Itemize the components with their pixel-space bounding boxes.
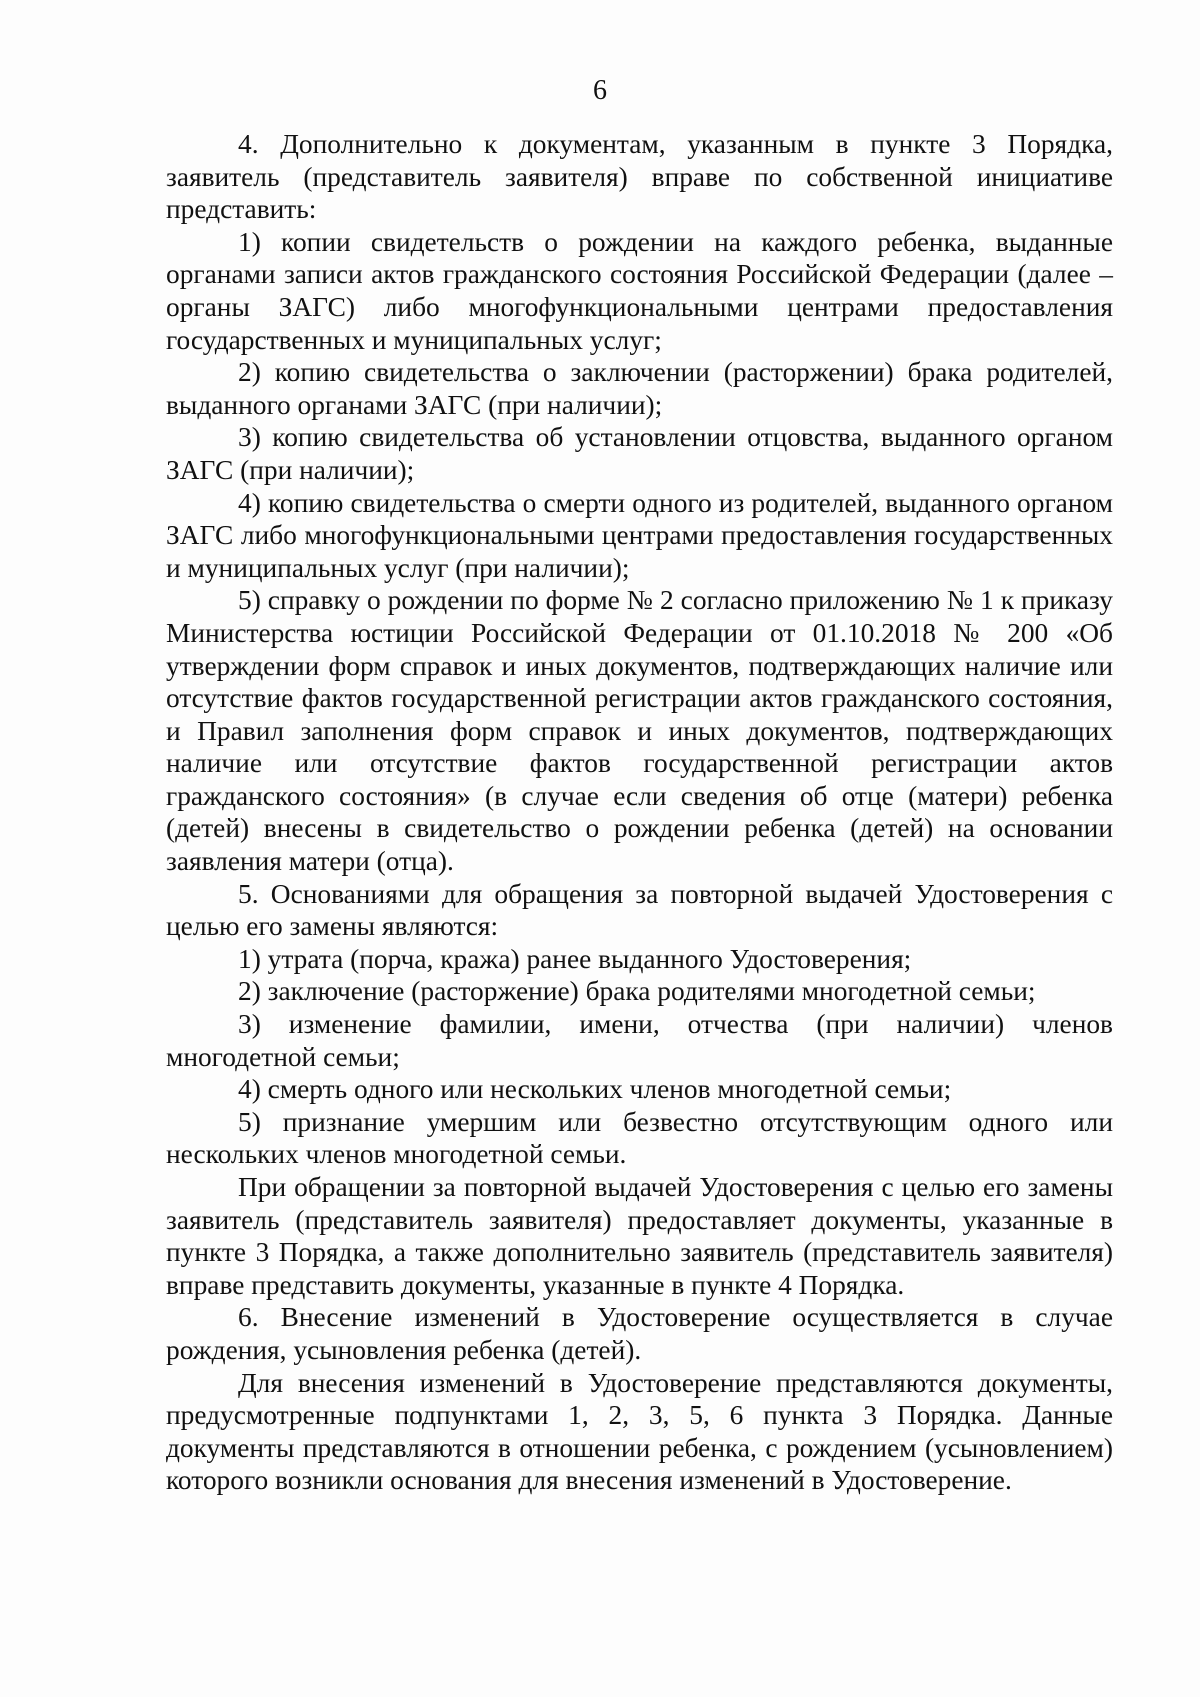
paragraph-4-item-2: 2) копию свидетельства о заключении (расторжении) брака родителей, выданного органами ЗАГС (при наличии);	[166, 357, 1113, 420]
paragraph-6-documents: Для внесения изменений в Удостоверение представляются документы, предусмотренные подпунктами 1, 2, 3, 5, 6 пункта 3 Порядка. Данные документы представляются в отношении ребенка, с рождением (усыновлением) которого возникли основания для внесения изменений в Удостоверение.	[166, 1367, 1113, 1496]
page-number: 6	[593, 75, 607, 106]
paragraph-5-item-4: 4) смерть одного или нескольких членов многодетной семьи;	[238, 1074, 952, 1105]
paragraph-4-item-1: 1) копии свидетельств о рождении на каждого ребенка, выданные органами записи актов гражданского состояния Российской Федерации (далее – органы ЗАГС) либо многофункциональными центрами предоставления государственных и муниципальных услуг;	[166, 226, 1113, 355]
paragraph-5-item-2: 2) заключение (расторжение) брака родителями многодетной семьи;	[238, 976, 1036, 1007]
paragraph-4-item-5: 5) справку о рождении по форме № 2 согласно приложению № 1 к приказу Министерства юстиции Российской Федерации от 01.10.2018 № 200 «Об утверждении форм справок и иных документов, подтверждающих наличие или отсутствие фактов государственной регистрации актов гражданского состояния, и Правил заполнения форм справок и иных документов, подтверждающих наличие или отсутствие фактов государственной регистрации актов гражданского состояния» (в случае если сведения об отце (матери) ребенка (детей) внесены в свидетельство о рождении ребенка (детей) на основании заявления матери (отца).	[166, 585, 1113, 877]
paragraph-6-intro: 6. Внесение изменений в Удостоверение осуществляется в случае рождения, усыновления ребенка (детей).	[166, 1302, 1113, 1365]
paragraph-5-intro: 5. Основаниями для обращения за повторной выдачей Удостоверения с целью его замены являются:	[166, 878, 1113, 942]
paragraph-4-intro: 4. Дополнительно к документам, указанным в пункте 3 Порядка, заявитель (представитель заявителя) вправе по собственной инициативе представить:	[166, 129, 1113, 225]
paragraph-5-item-3: 3) изменение фамилии, имени, отчества (при наличии) членов многодетной семьи;	[166, 1009, 1113, 1072]
paragraph-4-item-4: 4) копию свидетельства о смерти одного из родителей, выданного органом ЗАГС либо многофункциональными центрами предоставления государственных и муниципальных услуг (при наличии);	[166, 487, 1113, 583]
paragraph-5-item-1: 1) утрата (порча, кража) ранее выданного Удостоверения;	[238, 943, 912, 974]
document-body	[166, 128, 1113, 1497]
paragraph-5-reissue: При обращении за повторной выдачей Удостоверения с целью его замены заявитель (представитель заявителя) предоставляет документы, указанные в пункте 3 Порядка, а также дополнительно заявитель (представитель заявителя) вправе представить документы, указанные в пункте 4 Порядка.	[166, 1172, 1113, 1300]
paragraph-4-item-3: 3) копию свидетельства об установлении отцовства, выданного органом ЗАГС (при наличии);	[166, 422, 1113, 485]
paragraph-5-item-5: 5) признание умершим или безвестно отсутствующим одного или нескольких членов многодетной семьи.	[166, 1106, 1113, 1170]
